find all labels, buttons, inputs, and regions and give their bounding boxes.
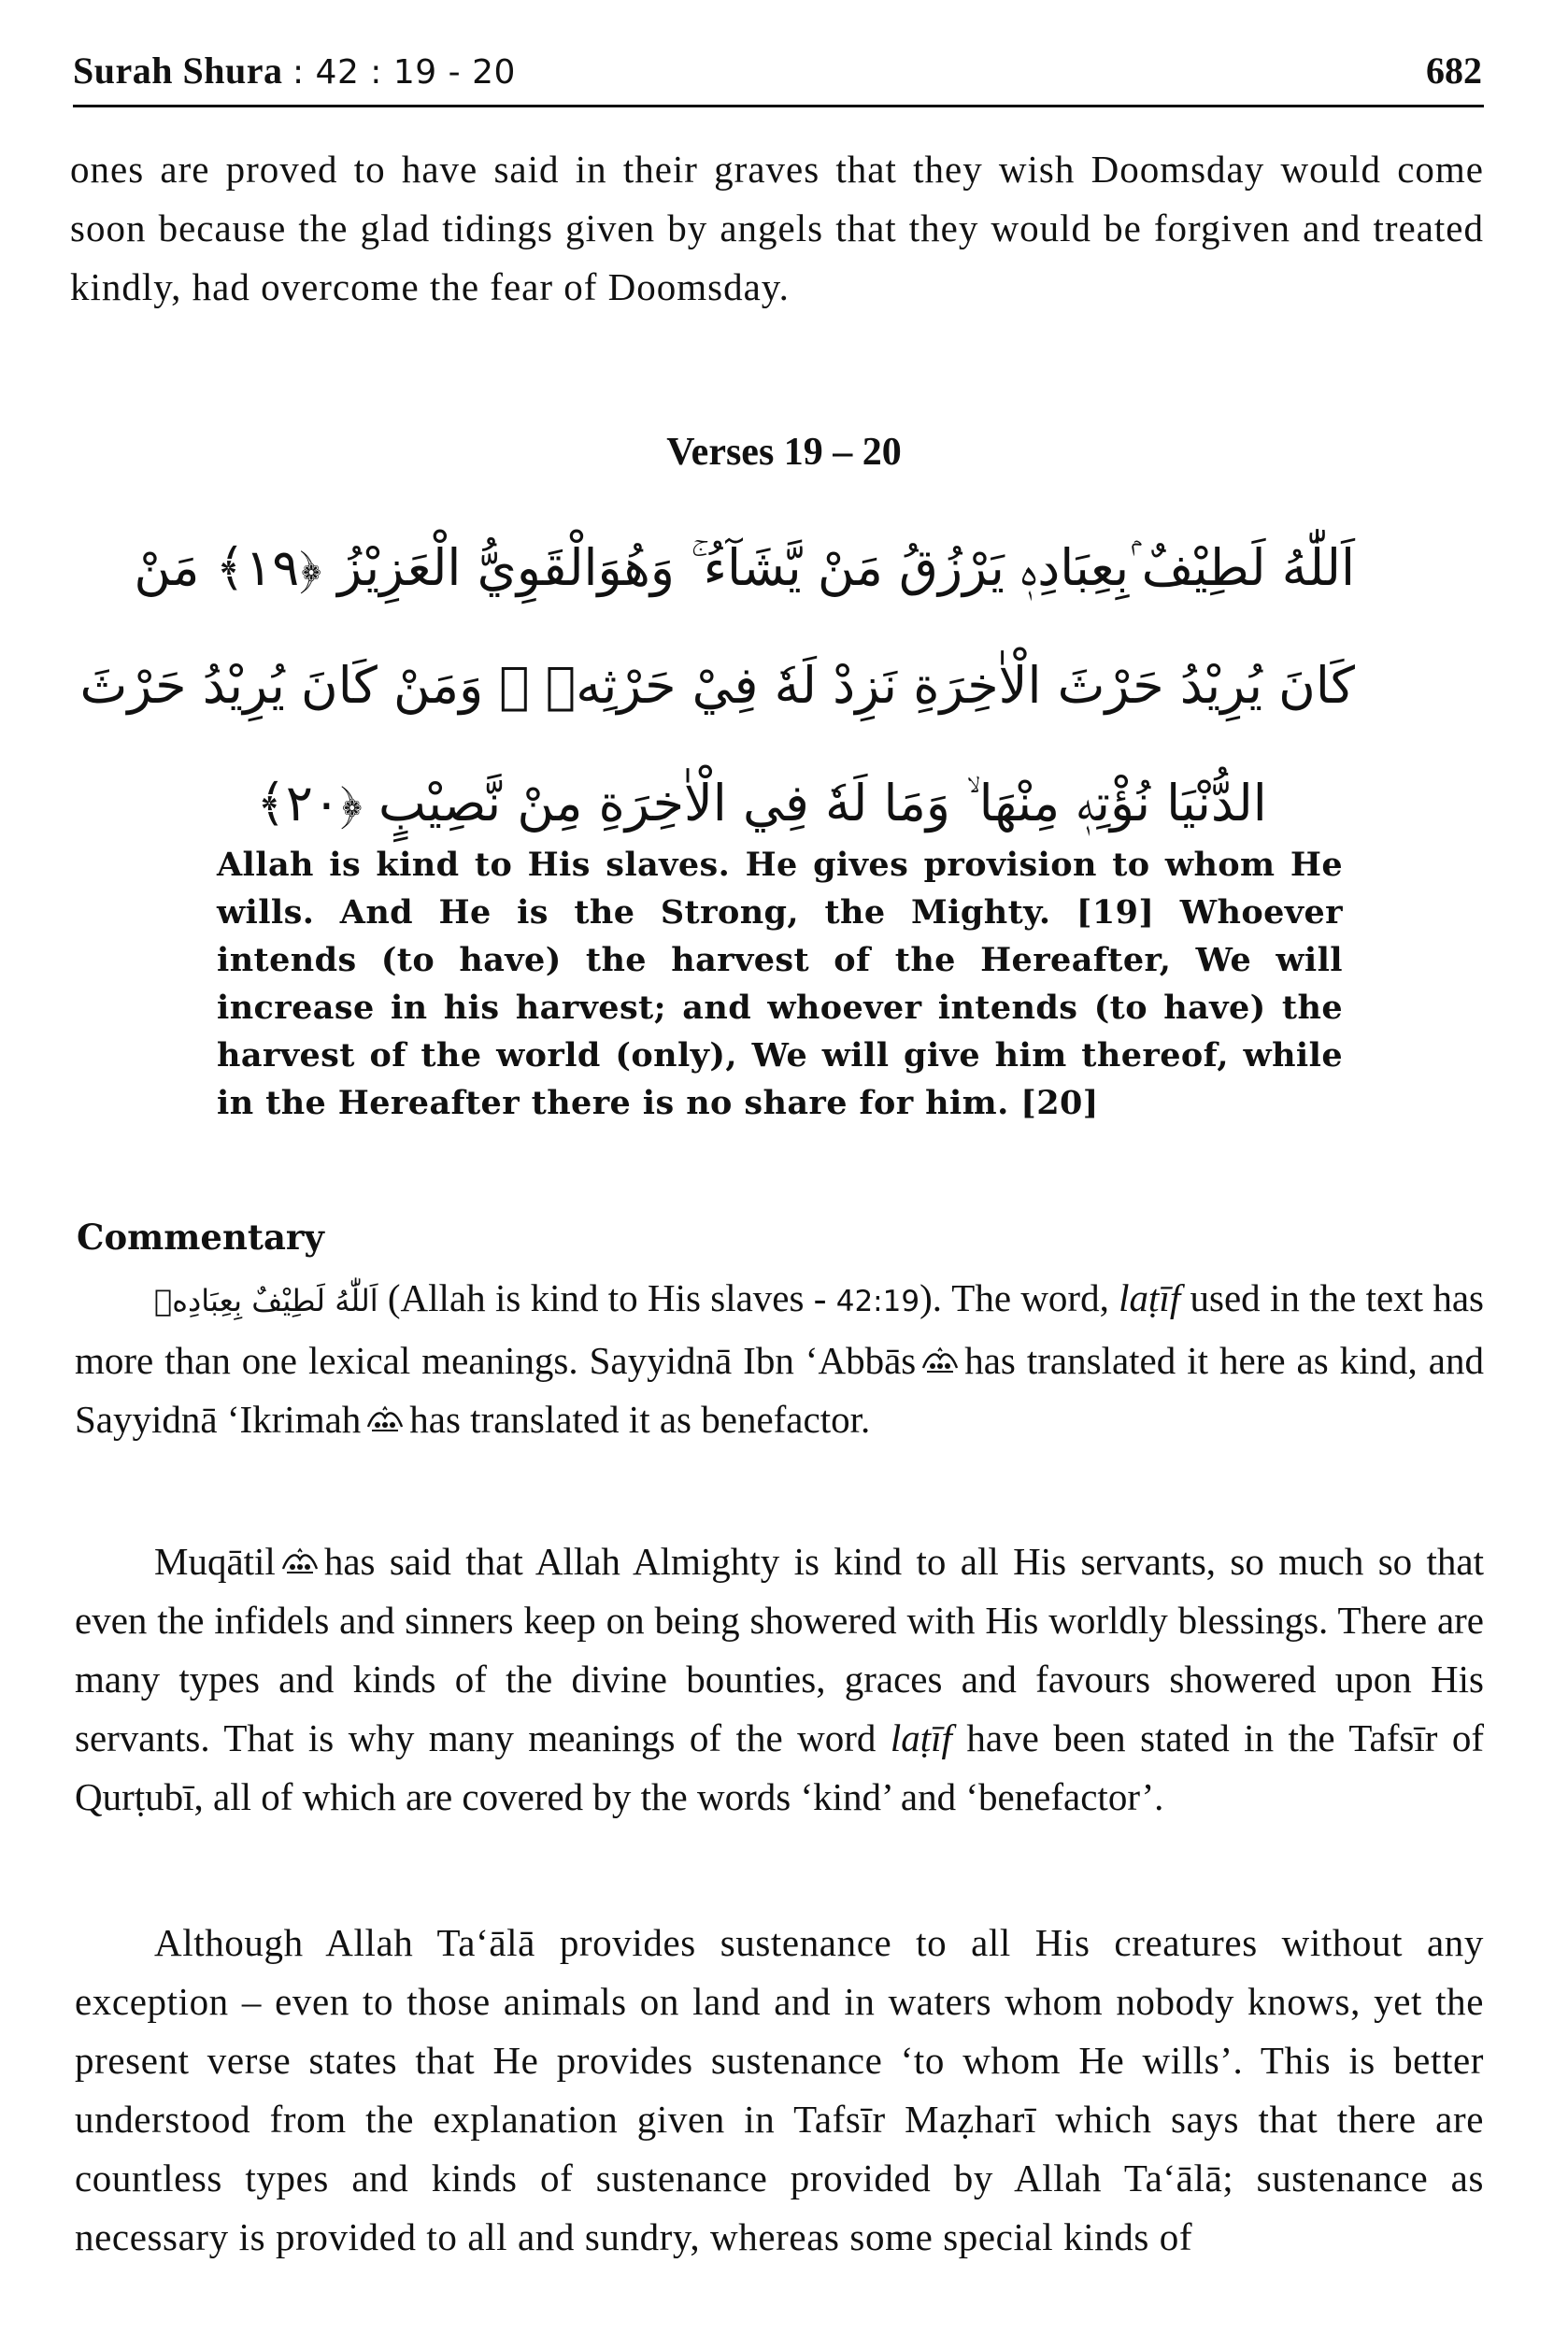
arabic-verses: [79, 509, 1355, 862]
gloss-open: (Allah is kind to His slaves -: [387, 1276, 836, 1319]
honorific-icon: [279, 1548, 321, 1576]
text-segment: has said that Allah Almighty is kind to all His servants, so much so that even the infidels and sinners keep on being showered with His worldly blessings. There are many types and kinds of the divine bounties, graces and favours showered upon His servants. That is why many meanings of the word: [75, 1540, 1484, 1759]
text-segment: has translated it as benefactor.: [409, 1398, 871, 1441]
running-title: [73, 49, 516, 93]
arabic-verse-line: كَانَ يُرِيْدُ حَرْثَ الْاٰخِرَةِ نَزِدْ لَهٗ فِيْ حَرْثِهٖ ۚ وَمَنْ كَانَ يُرِيْدُ حَرْثَ: [79, 656, 1355, 715]
surah-title: Surah Shura: [73, 50, 283, 92]
commentary-paragraph: [75, 1269, 1484, 1449]
honorific-icon: [919, 1347, 961, 1375]
header-rule: [73, 105, 1484, 107]
arabic-verse-line: اَللّٰهُ لَطِيْفٌ ۢبِعِبَادِهٖ يَرْزُقُ مَنْ يَّشَآءُ ۚ وَهُوَالْقَوِيُّ الْعَزِيْزُ ﴿۱۹﴾ مَنْ: [134, 538, 1355, 597]
verse-translation: Allah is kind to His slaves. He gives provision to whom He wills. And He is the Strong, the Mighty. [19] Whoever intends (to have) the harvest of the Hereafter, We will increase in his harvest; and whoever intends (to have) the harvest of the world (only), We will give him thereof, while in the Hereafter there is no share for him. [20]: [217, 846, 1343, 1122]
term-latif: laṭīf: [890, 1716, 952, 1759]
arabic-verse-line: الدُّنْيَا نُؤْتِهٖ مِنْهَا ۙ وَمَا لَهٗ فِي الْاٰخِرَةِ مِنْ نَّصِيْبٍ ﴿۲۰﴾: [256, 774, 1267, 833]
text-segment: have been stated in the Tafsīr of Qurṭubī, all of which are covered by the words ‘kind’ and ‘benefactor’.: [75, 1716, 1484, 1818]
text-segment: used in the text has more than one lexical meanings. Sayyidnā Ibn ‘Abbās: [75, 1276, 1485, 1382]
surah-reference: : 42 : 19 - 20: [292, 53, 516, 92]
page-number: 682: [1426, 50, 1482, 92]
page-header: [73, 49, 1482, 105]
text-segment: has translated it here as kind, and Sayyidnā ‘Ikrimah: [75, 1339, 1484, 1441]
verses-heading: Verses 19 – 20: [666, 431, 902, 474]
commentary-paragraph: Although Allah Ta‘ālā provides sustenance to all His creatures without any exception – even to those animals on land and in waters whom nobody knows, yet the present verse states that He provides sustenance ‘to whom He wills’. This is better understood from the explanation given in Tafsīr Maẓharī which says that there are countless types and kinds of sustenance provided by Allah Ta‘ālā; sustenance as necessary is provided to all and sundry, whereas some special kinds of: [75, 1921, 1484, 2258]
text-segment: Muqātil: [154, 1540, 276, 1583]
arabic-phrase: اَللّٰهُ لَطِيْفٌ بِعِبَادِهٖ: [154, 1283, 378, 1318]
honorific-icon: [364, 1406, 406, 1434]
commentary-paragraph: [75, 1532, 1484, 1827]
verse-reference: 42:19: [835, 1285, 920, 1318]
term-latif: laṭīf: [1119, 1276, 1181, 1319]
opening-paragraph: ones are proved to have said in their graves that they wish Doomsday would come soon because the glad tidings given by angels that they would be forgiven and treated kindly, had overcome the fear of Doomsday.: [70, 148, 1484, 308]
text-segment: ). The word,: [919, 1276, 1119, 1319]
commentary-heading: Commentary: [77, 1217, 324, 1258]
